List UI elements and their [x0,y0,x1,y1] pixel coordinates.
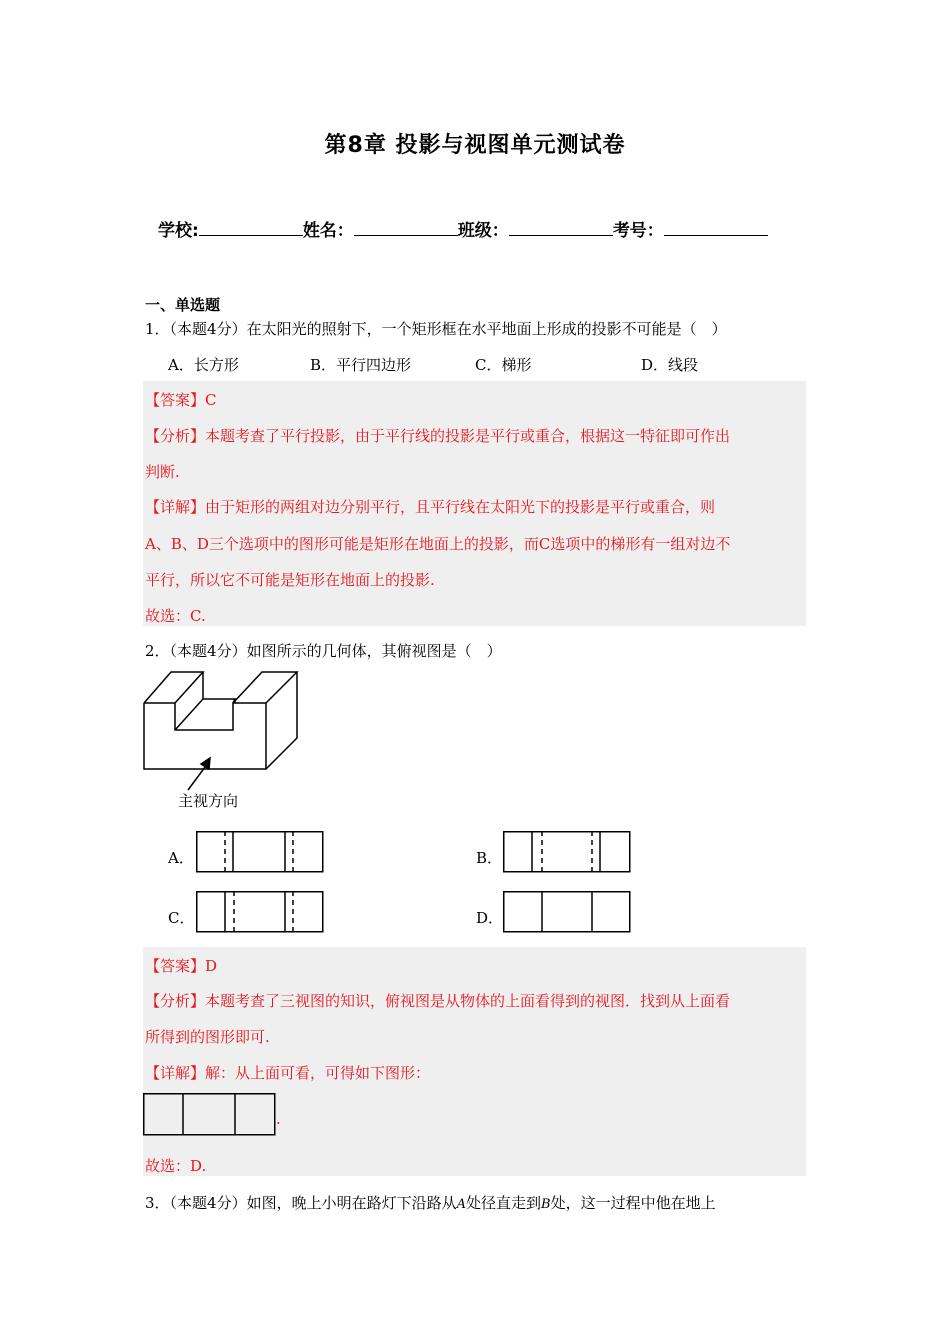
q2-analysis-line-2: 所得到的图形即可. [145,1028,270,1046]
page-title: 第8章 投影与视图单元测试卷 [324,133,626,158]
answer-value: C [205,391,217,409]
q2-solid-figure [140,668,310,778]
number-label: 考号： [612,221,664,241]
q2-figure-caption: 主视方向 [178,792,239,810]
q2-answer [145,955,217,976]
answer-tag: 【答案】 [145,391,206,409]
question-2-stem: 2．（本题4分）如图所示的几何体，其俯视图是（ ） [145,642,502,660]
name-label: 姓名： [302,221,354,241]
q1-answer [145,389,217,410]
arrow-head [201,758,210,769]
detail-text: 解：从上面可看，可得如下图形： [205,1064,431,1082]
q1-detail-line-1 [145,496,715,517]
school-label: 学校: [158,221,199,241]
detail-tag: 【详解】 [145,1064,206,1082]
solid-notch-wall [175,672,203,730]
solid-front-face [144,703,266,769]
q1-option-c: C．梯形 [475,356,532,374]
q3-point-a: A [456,1197,466,1212]
solid-right-top [233,672,297,703]
student-info-line [158,216,768,241]
q1-choose: 故选：C. [145,607,206,625]
analysis-text: 本题考查了三视图的知识，俯视图是从物体的上面看得到的视图．找到从上面看 [205,992,731,1010]
detail-text: 由于矩形的两组对边分别平行，且平行线在太阳光下的投影是平行或重合，则 [205,498,716,516]
q1-detail-line-3: 平行，所以它不可能是矩形在地面上的投影. [145,571,435,589]
analysis-tag: 【分析】 [145,427,206,445]
class-label: 班级： [457,221,509,241]
q3-point-b: B [541,1197,551,1212]
q1-analysis-line-1 [145,425,730,446]
q2-detail-line [145,1062,430,1083]
class-blank[interactable] [509,221,613,236]
section-heading: 一、单选题 [145,296,221,314]
q2-option-d-label: D． [476,909,504,927]
q2-option-b-label: B． [476,849,503,867]
analysis-text: 本题考查了平行投影，由于平行线的投影是平行或重合，根据这一特征即可作出 [205,427,731,445]
q2-solution-figure [143,1093,277,1136]
q3-stem-part2: 处径直走到 [465,1194,541,1212]
q1-option-a: A．长方形 [168,356,239,374]
q3-stem-part3: 处，这一过程中他在地上 [550,1194,716,1212]
name-blank[interactable] [354,221,458,236]
solid-left-top [144,672,203,703]
detail-tag: 【详解】 [145,498,206,516]
solid-notch-floor [203,699,235,703]
q2-option-d-figure [503,891,631,933]
q3-stem-part1: 3．（本题4分）如图，晚上小明在路灯下沿路从 [145,1194,457,1212]
q2-option-a-label: A． [168,849,194,867]
q2-choose: 故选：D. [145,1157,207,1175]
q2-option-c-label: C． [168,909,195,927]
question-1-stem: 1．（本题4分）在太阳光的照射下，一个矩形框在水平地面上形成的投影不可能是（ ） [145,320,727,338]
q2-option-a-figure [196,831,324,873]
question-3-stem [145,1192,716,1213]
q1-option-d: D．线段 [641,356,699,374]
answer-tag: 【答案】 [145,957,206,975]
q2-option-c-figure [196,891,324,933]
answer-value: D [205,957,218,975]
q1-analysis-line-2: 判断. [145,463,180,481]
analysis-tag: 【分析】 [145,992,206,1010]
q1-detail-line-2: A、B、D三个选项中的图形可能是矩形在地面上的投影，而C选项中的梯形有一组对边不 [145,535,731,553]
q1-option-b: B．平行四边形 [310,356,412,374]
q2-analysis-line-1 [145,990,730,1011]
school-blank[interactable] [199,221,303,236]
number-blank[interactable] [664,221,768,236]
q2-option-b-figure [503,831,631,873]
q2-detail-period: . [276,1110,281,1128]
